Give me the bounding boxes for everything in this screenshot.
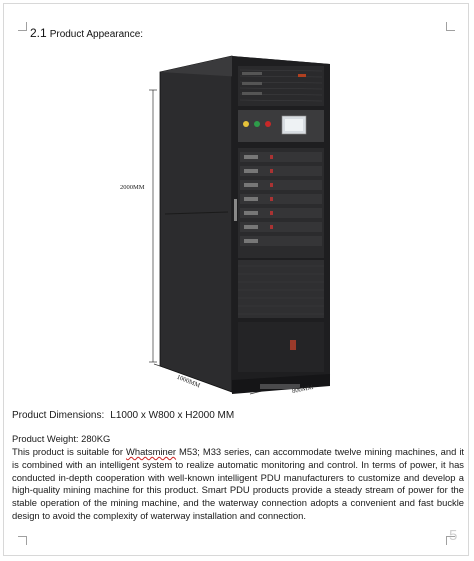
width-dimension-label: 800MM xyxy=(291,383,314,396)
crop-mark-bottom-left xyxy=(18,536,27,545)
depth-dimension-label: 1000MM xyxy=(175,373,201,390)
height-dimension-label: 2000MM xyxy=(120,184,145,191)
brand-name: Whatsminer xyxy=(126,446,177,457)
cabinet-illustration xyxy=(120,44,350,404)
section-number: 2.1 xyxy=(30,26,47,40)
crop-mark-top-right xyxy=(446,22,455,31)
description-intro: This product is suitable for xyxy=(12,446,127,457)
crop-mark-top-left xyxy=(18,22,27,31)
section-heading xyxy=(30,26,143,40)
page-number: 5 xyxy=(449,527,458,544)
product-dimensions-line xyxy=(12,410,464,423)
description-body: M53; M33 series, can accommodate twelve mining machines, and it is combined with an intelligent system to realize automatic monitoring and control. In terms of power, it has conducted in-depth cooperation with well-known intelligent PDU manufacturers to customize and develop a high-quality mining machine for this product. Smart PDU products provide a steady stream of power for the stable operation of the mining machine, and the waterway connection adopts a convenient and fast buckle design to avoid the complexity of waterway installation and connection. xyxy=(12,446,465,521)
product-description xyxy=(12,446,464,523)
dimensions-label: Product Dimensions: xyxy=(12,410,105,421)
dimensions-value: L1000 x W800 x H2000 MM xyxy=(110,410,235,421)
section-title: Product Appearance: xyxy=(49,29,144,40)
cabinet-figure xyxy=(120,44,350,404)
product-weight: Product Weight: 280KG xyxy=(12,433,111,444)
